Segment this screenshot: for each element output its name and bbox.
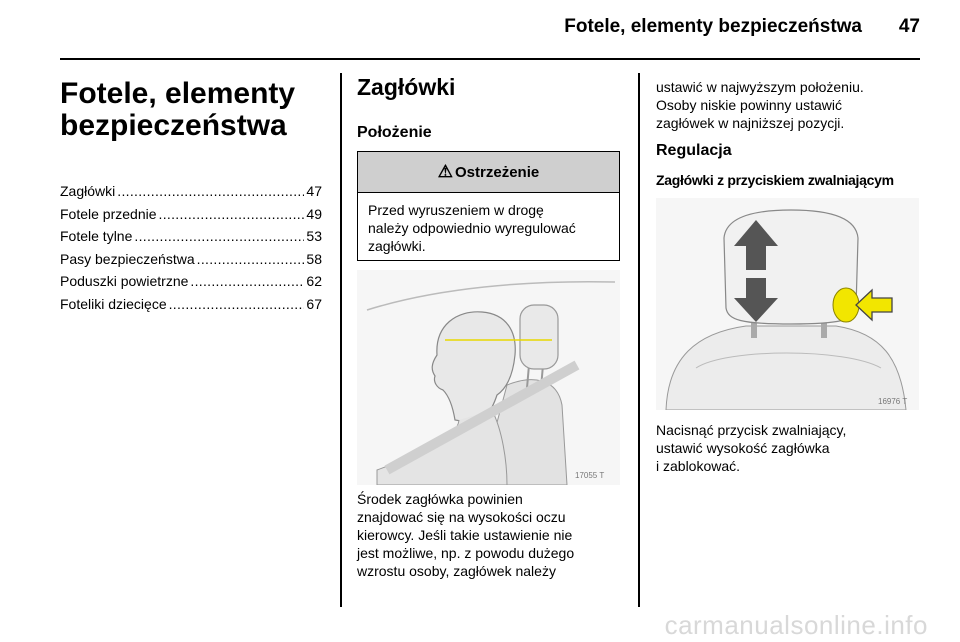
- toc-leader: [190, 270, 304, 293]
- text-line: Środek zagłówka powinien: [357, 491, 523, 507]
- adjust-text: [656, 421, 846, 475]
- warning-line: należy odpowiednio wyregulować: [368, 220, 576, 236]
- text-line: znajdować się na wysokości oczu: [357, 509, 566, 525]
- text-line: kierowcy. Jeśli takie ustawienie nie: [357, 527, 573, 543]
- toc-entry-zaglowki[interactable]: [60, 180, 322, 203]
- toc-entry-poduszki-powietrzne[interactable]: [60, 270, 322, 293]
- figure-headrest-release: [656, 198, 919, 410]
- warning-header: [358, 152, 619, 193]
- page-number: 47: [898, 16, 920, 37]
- toc-page: 62: [306, 273, 322, 289]
- toc-label: Poduszki powietrzne: [60, 273, 189, 289]
- position-heading: Położenie: [357, 124, 432, 141]
- text-line: ustawić w najwyższym położeniu.: [656, 79, 864, 95]
- figure-code: 16976 T: [878, 397, 908, 406]
- table-of-contents: [60, 180, 322, 315]
- chapter-title-line-2: bezpieczeństwa: [60, 109, 287, 142]
- text-line: ustawić wysokość zagłówka: [656, 440, 830, 456]
- warning-line: zagłówki.: [368, 238, 426, 254]
- warning-body: [358, 193, 619, 255]
- toc-leader: [159, 203, 305, 226]
- column-divider-2: [638, 73, 640, 607]
- warning-title: Ostrzeżenie: [455, 163, 540, 181]
- toc-leader: [134, 225, 304, 248]
- text-line: wzrostu osoby, zagłówek należy: [357, 563, 556, 579]
- toc-label: Zagłówki: [60, 183, 116, 199]
- toc-label: Foteliki dziecięce: [60, 295, 167, 312]
- toc-page: 47: [306, 183, 322, 199]
- toc-leader: [197, 248, 305, 271]
- chapter-title: [60, 78, 295, 142]
- toc-entry-fotele-tylne[interactable]: [60, 225, 322, 248]
- header-rule: [60, 58, 920, 60]
- watermark: carmanualsonline.info: [664, 610, 928, 640]
- warning-box: [357, 151, 620, 261]
- toc-entry-fotele-przednie[interactable]: [60, 203, 322, 226]
- position-text: [357, 490, 574, 580]
- adjust-subheading: Zagłówki z przyciskiem zwalniającym: [656, 172, 894, 188]
- text-line: Osoby niskie powinny ustawić: [656, 97, 842, 113]
- toc-label: Fotele przednie: [60, 205, 157, 222]
- toc-page: 53: [306, 228, 322, 244]
- section-title: Zagłówki: [357, 74, 456, 100]
- toc-entry-foteliki-dzieciece[interactable]: [60, 293, 322, 316]
- text-line: jest możliwe, np. z powodu dużego: [357, 545, 575, 561]
- toc-page: 49: [306, 205, 322, 222]
- toc-page: 67: [306, 295, 322, 312]
- toc-leader: [117, 180, 304, 203]
- toc-label: Fotele tylne: [60, 228, 133, 244]
- figure-code: 17055 T: [575, 471, 605, 480]
- toc-label: Pasy bezpieczeństwa: [60, 250, 195, 267]
- driver-headrest-illustration: [357, 270, 620, 485]
- warning-line: Przed wyruszeniem w drogę: [368, 202, 544, 218]
- chapter-title-line-1: Fotele, elementy: [60, 77, 296, 110]
- toc-entry-pasy-bezpieczenstwa[interactable]: [60, 248, 322, 271]
- position-text-continued: [656, 78, 864, 132]
- text-line: zagłówek w najniższej pozycji.: [656, 115, 845, 131]
- column-divider-1: [340, 73, 342, 607]
- toc-page: 58: [306, 250, 322, 267]
- headrest-release-illustration: [656, 198, 919, 410]
- toc-leader: [169, 293, 305, 316]
- warning-triangle-icon: ⚠: [437, 162, 454, 181]
- text-line: i zablokować.: [656, 458, 741, 474]
- page-header-title: Fotele, elementy bezpieczeństwa: [564, 16, 862, 37]
- adjust-heading: Regulacja: [656, 142, 732, 159]
- text-line: Nacisnąć przycisk zwalniający,: [656, 422, 847, 438]
- figure-head-position: [357, 270, 620, 485]
